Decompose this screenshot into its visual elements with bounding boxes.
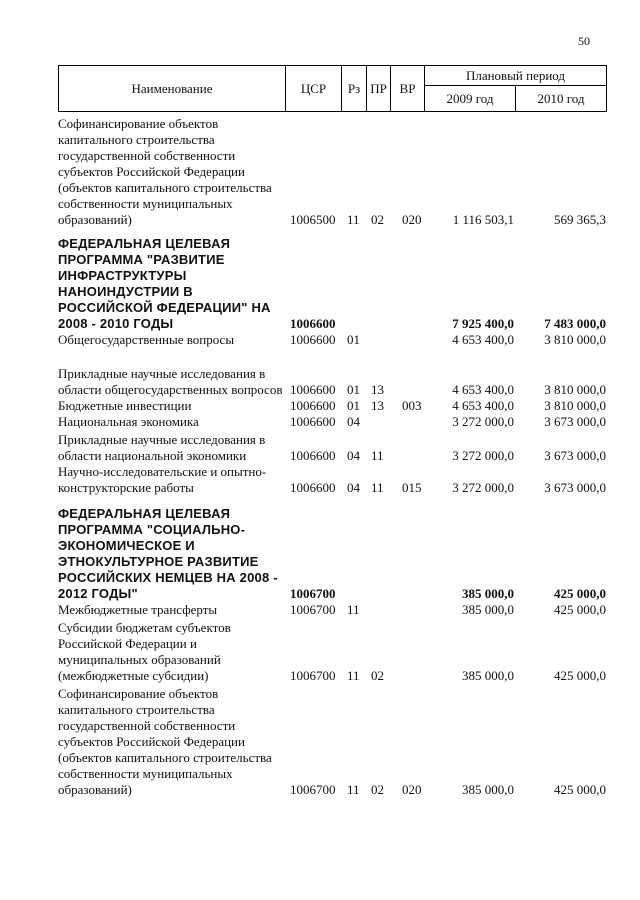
row-csr: 1006600 [290, 316, 336, 331]
row-vr: 003 [402, 398, 422, 413]
table-row [0, 398, 640, 414]
row-name: Межбюджетные трансферты [58, 602, 218, 617]
row-rz: 11 [347, 212, 360, 227]
table-row [0, 116, 640, 228]
row-name: Софинансирование объектов капитального строительства государственной собственности субъектов Российской Федерации (объектов капитального строительства собственности муниципальных образований) [58, 686, 272, 797]
row-pr: 13 [371, 382, 384, 397]
row-csr: 1006500 [290, 212, 336, 227]
row-csr: 1006600 [290, 414, 336, 429]
row-pr: 13 [371, 398, 384, 413]
row-2009: 7 925 400,0 [452, 316, 514, 331]
row-2010: 425 000,0 [554, 586, 606, 601]
row-rz: 04 [347, 414, 360, 429]
table-row [0, 686, 640, 798]
table-row [0, 432, 640, 464]
row-csr: 1006600 [290, 480, 336, 495]
row-2010: 3 810 000,0 [544, 332, 606, 347]
table-row-program [0, 236, 640, 332]
row-2010: 569 365,3 [554, 212, 606, 227]
row-csr: 1006600 [290, 382, 336, 397]
row-rz: 01 [347, 398, 360, 413]
header-year-2009: 2009 год [425, 86, 516, 111]
row-pr: 02 [371, 782, 384, 797]
page-number: 50 [578, 34, 590, 48]
table-header [58, 65, 607, 112]
row-rz: 11 [347, 782, 360, 797]
row-pr: 02 [371, 212, 384, 227]
row-rz: 11 [347, 602, 360, 617]
table-row [0, 414, 640, 430]
row-2009: 4 653 400,0 [452, 382, 514, 397]
row-vr: 015 [402, 480, 422, 495]
row-2010: 7 483 000,0 [544, 316, 606, 331]
row-pr: 11 [371, 448, 384, 463]
header-rz: Рз [342, 66, 367, 111]
program-title: ФЕДЕРАЛЬНАЯ ЦЕЛЕВАЯ ПРОГРАММА "РАЗВИТИЕ ИНФРАСТРУКТУРЫ НАНОИНДУСТРИИ В РОССИЙСКОЙ ФЕДЕРАЦИИ" НА 2008 - 2010 ГОДЫ [58, 236, 271, 331]
row-2009: 4 653 400,0 [452, 332, 514, 347]
row-2010: 425 000,0 [554, 668, 606, 683]
row-vr: 020 [402, 212, 422, 227]
row-2009: 3 272 000,0 [452, 414, 514, 429]
row-name: Научно-исследовательские и опытно-конструкторские работы [58, 464, 267, 495]
row-rz: 01 [347, 382, 360, 397]
table-row-program [0, 506, 640, 602]
row-csr: 1006600 [290, 332, 336, 347]
header-pr: ПР [367, 66, 391, 111]
header-vr: ВР [391, 66, 425, 111]
row-csr: 1006600 [290, 398, 336, 413]
row-name: Софинансирование объектов капитального строительства государственной собственности субъектов Российской Федерации (объектов капитального строительства собственности муниципальных образований) [58, 116, 272, 227]
row-csr: 1006600 [290, 448, 336, 463]
row-2009: 385 000,0 [462, 782, 514, 797]
row-2010: 3 810 000,0 [544, 398, 606, 413]
row-2010: 425 000,0 [554, 782, 606, 797]
row-csr: 1006700 [290, 586, 336, 601]
row-name: Прикладные научные исследования в области национальной экономики [58, 432, 266, 463]
row-2010: 425 000,0 [554, 602, 606, 617]
header-year-2010: 2010 год [537, 90, 585, 106]
row-csr: 1006700 [290, 602, 336, 617]
row-pr: 02 [371, 668, 384, 683]
header-plan-title: Плановый период [425, 66, 606, 86]
row-name: Прикладные научные исследования в области общегосударственных вопросов [58, 366, 283, 397]
table-row [0, 620, 640, 684]
row-2009: 3 272 000,0 [452, 480, 514, 495]
row-csr: 1006700 [290, 668, 336, 683]
row-name: Субсидии бюджетам субъектов Российской Федерации и муниципальных образований (межбюджетные субсидии) [58, 620, 231, 683]
row-2009: 3 272 000,0 [452, 448, 514, 463]
row-rz: 11 [347, 668, 360, 683]
row-name: Бюджетные инвестиции [58, 398, 192, 413]
table-row [0, 464, 640, 496]
table-row [0, 602, 640, 618]
row-rz: 04 [347, 480, 360, 495]
row-2009: 385 000,0 [462, 668, 514, 683]
row-vr: 020 [402, 782, 422, 797]
program-title: ФЕДЕРАЛЬНАЯ ЦЕЛЕВАЯ ПРОГРАММА "СОЦИАЛЬНО-ЭКОНОМИЧЕСКОЕ И ЭТНОКУЛЬТУРНОЕ РАЗВИТИЕ РОССИЙСКИХ НЕМЦЕВ НА 2008 - 2012 ГОДЫ" [58, 506, 278, 601]
header-name: Наименование [59, 66, 286, 111]
row-2010: 3 673 000,0 [544, 480, 606, 495]
table-row [0, 350, 640, 398]
row-2010: 3 673 000,0 [544, 448, 606, 463]
row-2009: 385 000,0 [462, 602, 514, 617]
row-name: Национальная экономика [58, 414, 199, 429]
row-rz: 01 [347, 332, 360, 347]
row-2009: 4 653 400,0 [452, 398, 514, 413]
row-csr: 1006700 [290, 782, 336, 797]
row-2009: 385 000,0 [462, 586, 514, 601]
table-row [0, 332, 640, 348]
row-name: Общегосударственные вопросы [58, 332, 235, 347]
row-2009: 1 116 503,1 [452, 212, 514, 227]
header-csr: ЦСР [286, 66, 342, 111]
row-rz: 04 [347, 448, 360, 463]
row-2010: 3 673 000,0 [544, 414, 606, 429]
header-plan-period [425, 66, 606, 111]
row-pr: 11 [371, 480, 384, 495]
row-2010: 3 810 000,0 [544, 382, 606, 397]
